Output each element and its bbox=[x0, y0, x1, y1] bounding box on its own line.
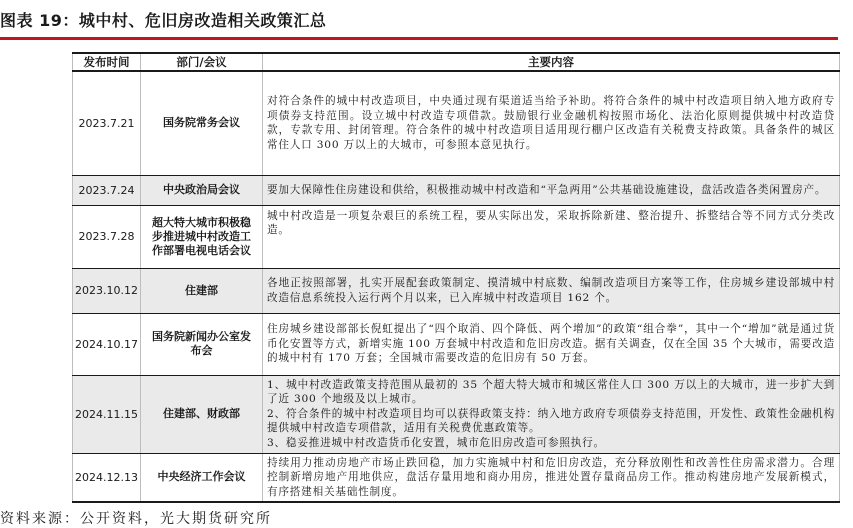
header-date: 发布时间 bbox=[73, 53, 141, 71]
row-date: 2023.10.12 bbox=[73, 268, 141, 313]
row-content bbox=[263, 453, 840, 502]
header-dept: 部门/会议 bbox=[141, 53, 263, 71]
content-paragraph: 各地正按照部署，扎实开展配套政策制定、摸清城中村底数、编制改造项目方案等工作，住房城乡建设部城中村改造信息系统投入运行两个月以来，已入库城中村改造项目 162 个。 bbox=[267, 277, 835, 304]
content-paragraph: 持续用力推动房地产市场止跌回稳，加力实施城中村和危旧房改造，充分释放刚性和改善性住房需求潜力。合理控制新增房地产用地供应，盘活存量用地和商办用房，推进处置存量商品房工作。推动构建房地产发展新模式，有序搭建相关基础性制度。 bbox=[267, 456, 835, 498]
table-header-row bbox=[73, 53, 840, 71]
table-row bbox=[73, 375, 840, 453]
row-date: 2023.7.24 bbox=[73, 175, 141, 205]
header-content: 主要内容 bbox=[263, 53, 840, 71]
table-row bbox=[73, 205, 840, 268]
row-content bbox=[263, 268, 840, 313]
content-paragraph: 对符合条件的城中村改造项目，中央通过现有渠道适当给予补助。将符合条件的城中村改造项目纳入地方政府专项债券支持范围。设立城中村改造专项借款。鼓励银行业金融机构按照市场化、法治化原则提供城中村改造贷款，专款专用、封闭管理。符合条件的城中村改造项目适用现行棚户区改造有关税费支持政策。具备条件的城区常住人口 300 万以上的大城市，可参照本意见执行。 bbox=[267, 95, 835, 151]
table-row bbox=[73, 175, 840, 205]
row-date: 2023.7.28 bbox=[73, 205, 141, 268]
content-paragraph: 1、城中村改造政策支持范围从最初的 35 个超大特大城市和城区常住人口 300 万以上的大城市，进一步扩大到了近 300 个地级及以上城市。 bbox=[267, 378, 835, 406]
row-dept: 住建部 bbox=[141, 268, 263, 313]
row-content bbox=[263, 175, 840, 205]
content-paragraph: 要加大保障性住房建设和供给，积极推动城中村改造和“平急两用”公共基础设施建设，盘活改造各类闲置房产。 bbox=[267, 183, 827, 196]
table-row bbox=[73, 453, 840, 502]
row-dept: 国务院常务会议 bbox=[141, 71, 263, 175]
content-paragraph: 住房城乡建设部部长倪虹提出了“四个取消、四个降低、两个增加”的政策“组合拳”，其中一个“增加”就是通过货币化安置等方式，新增实施 100 万套城中村改造和危旧房改造。据有关调查，仅在全国 35 个大城市，需要改造的城中村有 170 万套；全国城市需要改造的危旧房有 50 万套。 bbox=[267, 323, 835, 365]
row-content bbox=[263, 313, 840, 375]
policy-table bbox=[72, 52, 840, 503]
row-date: 2023.7.21 bbox=[73, 71, 141, 175]
row-content bbox=[263, 205, 840, 268]
row-date: 2024.11.15 bbox=[73, 375, 141, 453]
row-date: 2024.12.13 bbox=[73, 453, 141, 502]
row-dept: 中央政治局会议 bbox=[141, 175, 263, 205]
row-content bbox=[263, 375, 840, 453]
title-divider bbox=[0, 37, 838, 40]
content-paragraph: 2、符合条件的城中村改造项目均可以获得政策支持：纳入地方政府专项债券支持范围，开发性、政策性金融机构提供城中村改造专项借款，适用有关税费优惠政策等。 bbox=[267, 407, 835, 435]
table-row bbox=[73, 268, 840, 313]
row-dept: 中央经济工作会议 bbox=[141, 453, 263, 502]
row-date: 2024.10.17 bbox=[73, 313, 141, 375]
content-paragraph: 3、稳妥推进城中村改造货币化安置，城市危旧房改造可参照执行。 bbox=[267, 436, 605, 449]
table-row bbox=[73, 313, 840, 375]
row-dept: 住建部、财政部 bbox=[141, 375, 263, 453]
content-paragraph: 城中村改造是一项复杂艰巨的系统工程，要从实际出发，采取拆除新建、整治提升、拆整结合等不同方式分类改造。 bbox=[267, 209, 835, 236]
policy-table-container bbox=[72, 52, 839, 503]
figure-title: 图表 19：城中村、危旧房改造相关政策汇总 bbox=[0, 11, 327, 30]
table-row bbox=[73, 71, 840, 175]
row-dept: 超大特大城市积极稳步推进城中村改造工作部署电视电话会议 bbox=[141, 205, 263, 268]
row-content bbox=[263, 71, 840, 175]
row-dept: 国务院新闻办公室发布会 bbox=[141, 313, 263, 375]
source-note: 资料来源：公开资料，光大期货研究所 bbox=[0, 511, 272, 527]
